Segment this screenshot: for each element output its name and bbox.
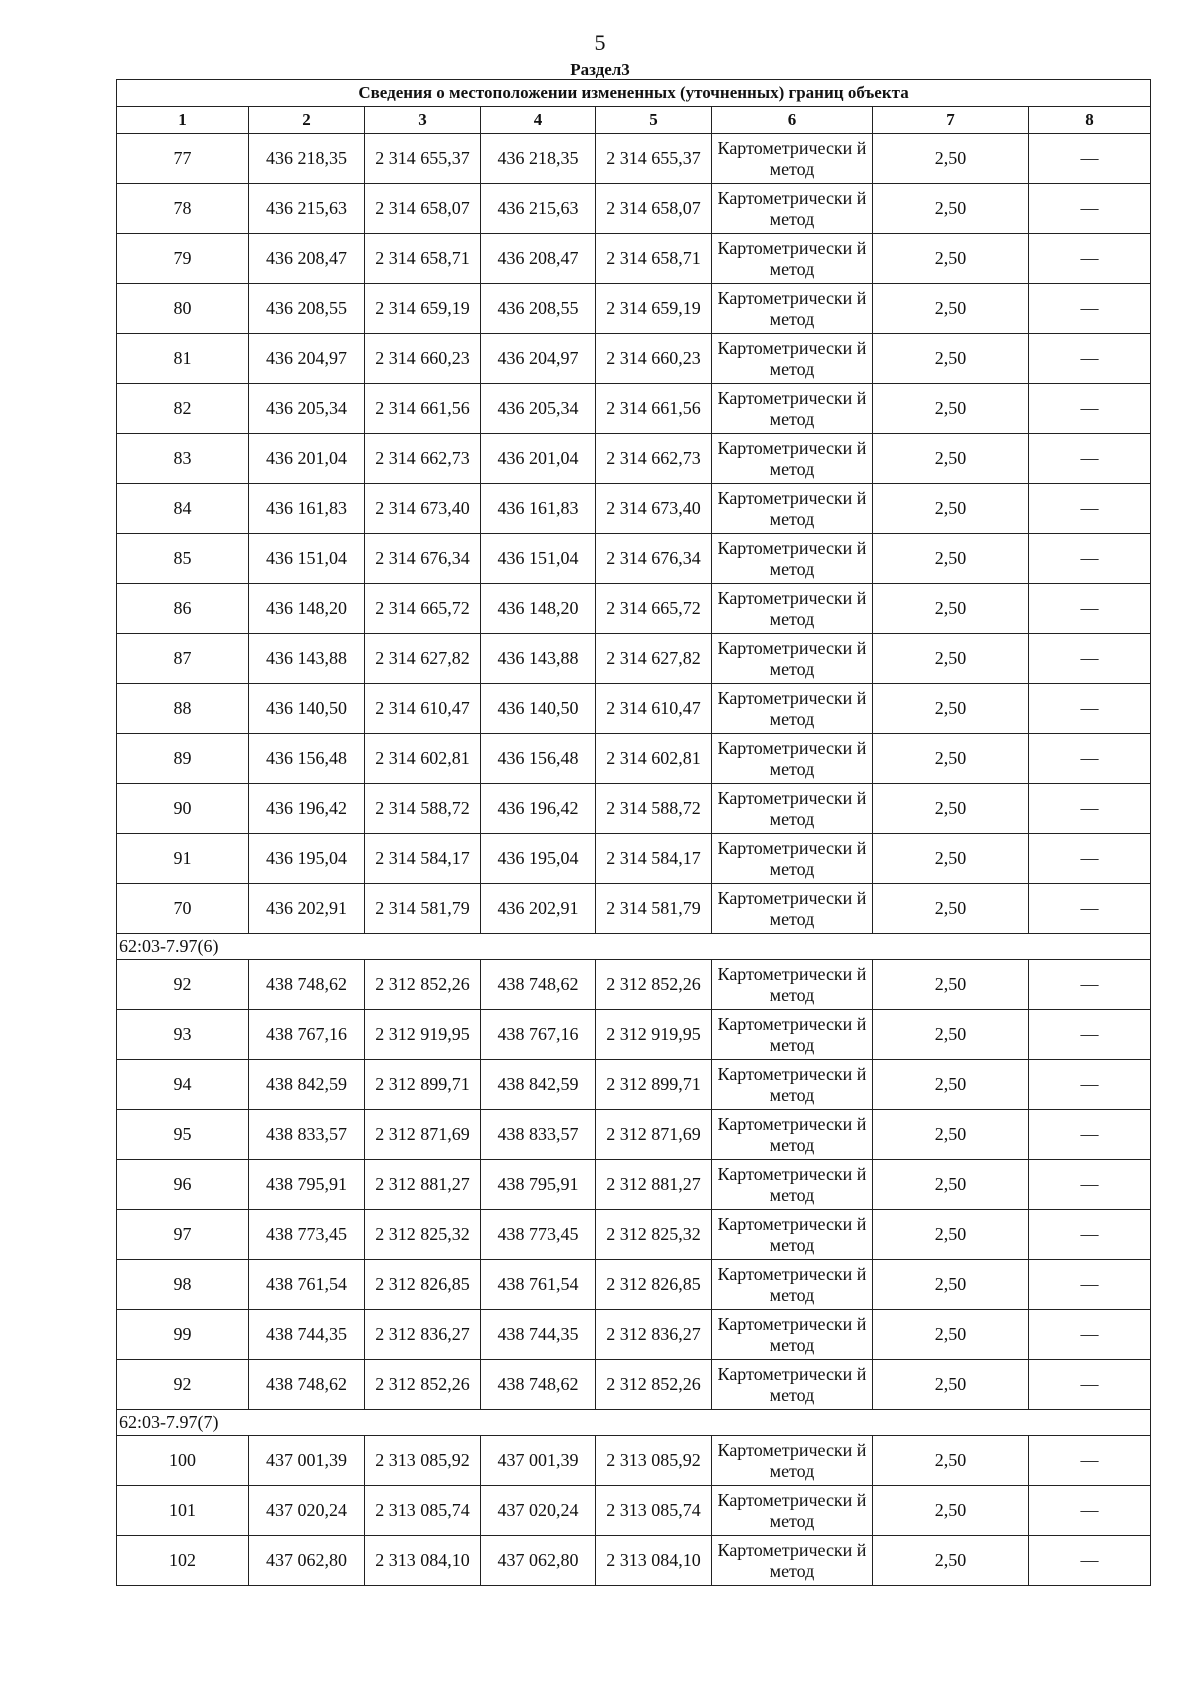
y-existing-cell: 2 312 899,71 <box>365 1060 481 1110</box>
accuracy-cell: 2,50 <box>873 584 1029 634</box>
y-refined-cell: 2 314 610,47 <box>596 684 712 734</box>
x-existing-cell: 438 744,35 <box>249 1310 365 1360</box>
y-existing-cell: 2 314 658,07 <box>365 184 481 234</box>
y-refined-cell: 2 314 655,37 <box>596 134 712 184</box>
y-existing-cell: 2 312 852,26 <box>365 960 481 1010</box>
y-existing-cell: 2 313 084,10 <box>365 1536 481 1586</box>
page-number: 5 <box>594 30 606 55</box>
point-number-cell: 92 <box>117 1360 249 1410</box>
x-refined-cell: 436 208,55 <box>481 284 596 334</box>
accuracy-cell: 2,50 <box>873 1486 1029 1536</box>
point-number-cell: 99 <box>117 1310 249 1360</box>
method-cell: Картометрически й метод <box>712 834 873 884</box>
table-row <box>117 1010 1151 1060</box>
accuracy-cell: 2,50 <box>873 1160 1029 1210</box>
point-number-cell: 92 <box>117 960 249 1010</box>
table-row <box>117 960 1151 1010</box>
x-refined-cell: 436 196,42 <box>481 784 596 834</box>
table-row <box>117 1160 1151 1210</box>
method-cell: Картометрически й метод <box>712 634 873 684</box>
description-cell: — <box>1029 1310 1151 1360</box>
table-row <box>117 334 1151 384</box>
x-refined-cell: 436 218,35 <box>481 134 596 184</box>
y-existing-cell: 2 312 825,32 <box>365 1210 481 1260</box>
accuracy-cell: 2,50 <box>873 234 1029 284</box>
method-cell: Картометрически й метод <box>712 1536 873 1586</box>
x-existing-cell: 438 748,62 <box>249 1360 365 1410</box>
accuracy-cell: 2,50 <box>873 784 1029 834</box>
y-refined-cell: 2 314 588,72 <box>596 784 712 834</box>
method-cell: Картометрически й метод <box>712 1110 873 1160</box>
table-row <box>117 284 1151 334</box>
description-cell: — <box>1029 134 1151 184</box>
x-refined-cell: 438 833,57 <box>481 1110 596 1160</box>
accuracy-cell: 2,50 <box>873 484 1029 534</box>
point-number-cell: 78 <box>117 184 249 234</box>
y-refined-cell: 2 314 659,19 <box>596 284 712 334</box>
x-existing-cell: 438 773,45 <box>249 1210 365 1260</box>
x-refined-cell: 438 748,62 <box>481 1360 596 1410</box>
point-number-cell: 93 <box>117 1010 249 1060</box>
accuracy-cell: 2,50 <box>873 1536 1029 1586</box>
y-existing-cell: 2 314 658,71 <box>365 234 481 284</box>
y-refined-cell: 2 314 665,72 <box>596 584 712 634</box>
table-row <box>117 1110 1151 1160</box>
accuracy-cell: 2,50 <box>873 684 1029 734</box>
boundary-coordinates-table <box>116 79 1151 1586</box>
method-cell: Картометрически й метод <box>712 1010 873 1060</box>
description-cell: — <box>1029 384 1151 434</box>
method-cell: Картометрически й метод <box>712 484 873 534</box>
description-cell: — <box>1029 1210 1151 1260</box>
x-refined-cell: 438 761,54 <box>481 1260 596 1310</box>
point-number-cell: 101 <box>117 1486 249 1536</box>
accuracy-cell: 2,50 <box>873 1360 1029 1410</box>
point-number-cell: 82 <box>117 384 249 434</box>
x-refined-cell: 438 744,35 <box>481 1310 596 1360</box>
accuracy-cell: 2,50 <box>873 334 1029 384</box>
x-refined-cell: 436 140,50 <box>481 684 596 734</box>
accuracy-cell: 2,50 <box>873 960 1029 1010</box>
column-header: 5 <box>596 107 712 134</box>
y-refined-cell: 2 312 825,32 <box>596 1210 712 1260</box>
y-refined-cell: 2 312 919,95 <box>596 1010 712 1060</box>
table-row <box>117 834 1151 884</box>
table-body <box>117 80 1151 1586</box>
method-cell: Картометрически й метод <box>712 1060 873 1110</box>
description-cell: — <box>1029 1160 1151 1210</box>
accuracy-cell: 2,50 <box>873 284 1029 334</box>
contour-label: 62:03-7.97(7) <box>117 1410 1151 1436</box>
contour-group-row <box>117 1410 1151 1436</box>
point-number-cell: 79 <box>117 234 249 284</box>
x-refined-cell: 436 195,04 <box>481 834 596 884</box>
method-cell: Картометрически й метод <box>712 1260 873 1310</box>
y-existing-cell: 2 314 588,72 <box>365 784 481 834</box>
x-refined-cell: 436 215,63 <box>481 184 596 234</box>
x-existing-cell: 438 767,16 <box>249 1010 365 1060</box>
x-existing-cell: 436 151,04 <box>249 534 365 584</box>
x-existing-cell: 438 761,54 <box>249 1260 365 1310</box>
x-refined-cell: 436 204,97 <box>481 334 596 384</box>
description-cell: — <box>1029 484 1151 534</box>
y-refined-cell: 2 314 602,81 <box>596 734 712 784</box>
y-existing-cell: 2 314 610,47 <box>365 684 481 734</box>
x-existing-cell: 437 062,80 <box>249 1536 365 1586</box>
description-cell: — <box>1029 234 1151 284</box>
x-existing-cell: 437 001,39 <box>249 1436 365 1486</box>
description-cell: — <box>1029 884 1151 934</box>
accuracy-cell: 2,50 <box>873 634 1029 684</box>
y-existing-cell: 2 312 919,95 <box>365 1010 481 1060</box>
column-header: 7 <box>873 107 1029 134</box>
y-refined-cell: 2 312 852,26 <box>596 960 712 1010</box>
point-number-cell: 96 <box>117 1160 249 1210</box>
accuracy-cell: 2,50 <box>873 534 1029 584</box>
x-refined-cell: 436 161,83 <box>481 484 596 534</box>
accuracy-cell: 2,50 <box>873 1310 1029 1360</box>
table-row <box>117 134 1151 184</box>
accuracy-cell: 2,50 <box>873 884 1029 934</box>
method-cell: Картометрически й метод <box>712 734 873 784</box>
table-row <box>117 584 1151 634</box>
point-number-cell: 84 <box>117 484 249 534</box>
method-cell: Картометрически й метод <box>712 384 873 434</box>
description-cell: — <box>1029 1436 1151 1486</box>
description-cell: — <box>1029 1536 1151 1586</box>
y-existing-cell: 2 313 085,92 <box>365 1436 481 1486</box>
method-cell: Картометрически й метод <box>712 960 873 1010</box>
x-existing-cell: 437 020,24 <box>249 1486 365 1536</box>
y-existing-cell: 2 314 659,19 <box>365 284 481 334</box>
table-caption-row <box>117 80 1151 107</box>
y-refined-cell: 2 314 660,23 <box>596 334 712 384</box>
table-row <box>117 384 1151 434</box>
x-refined-cell: 438 795,91 <box>481 1160 596 1210</box>
y-refined-cell: 2 312 881,27 <box>596 1160 712 1210</box>
description-cell: — <box>1029 634 1151 684</box>
x-existing-cell: 436 218,35 <box>249 134 365 184</box>
method-cell: Картометрически й метод <box>712 184 873 234</box>
x-existing-cell: 438 795,91 <box>249 1160 365 1210</box>
accuracy-cell: 2,50 <box>873 1210 1029 1260</box>
table-row <box>117 234 1151 284</box>
x-refined-cell: 438 748,62 <box>481 960 596 1010</box>
accuracy-cell: 2,50 <box>873 834 1029 884</box>
y-existing-cell: 2 314 584,17 <box>365 834 481 884</box>
accuracy-cell: 2,50 <box>873 734 1029 784</box>
x-refined-cell: 436 148,20 <box>481 584 596 634</box>
x-refined-cell: 436 156,48 <box>481 734 596 784</box>
point-number-cell: 98 <box>117 1260 249 1310</box>
x-existing-cell: 436 208,55 <box>249 284 365 334</box>
y-existing-cell: 2 313 085,74 <box>365 1486 481 1536</box>
accuracy-cell: 2,50 <box>873 1010 1029 1060</box>
table-row <box>117 734 1151 784</box>
point-number-cell: 80 <box>117 284 249 334</box>
method-cell: Картометрически й метод <box>712 884 873 934</box>
y-refined-cell: 2 312 826,85 <box>596 1260 712 1310</box>
table-row <box>117 1486 1151 1536</box>
table-row <box>117 784 1151 834</box>
y-existing-cell: 2 314 627,82 <box>365 634 481 684</box>
x-existing-cell: 436 204,97 <box>249 334 365 384</box>
accuracy-cell: 2,50 <box>873 1260 1029 1310</box>
y-existing-cell: 2 312 852,26 <box>365 1360 481 1410</box>
x-refined-cell: 438 773,45 <box>481 1210 596 1260</box>
column-header: 2 <box>249 107 365 134</box>
table-row <box>117 634 1151 684</box>
accuracy-cell: 2,50 <box>873 184 1029 234</box>
x-existing-cell: 438 833,57 <box>249 1110 365 1160</box>
point-number-cell: 70 <box>117 884 249 934</box>
y-refined-cell: 2 314 676,34 <box>596 534 712 584</box>
accuracy-cell: 2,50 <box>873 434 1029 484</box>
point-number-cell: 95 <box>117 1110 249 1160</box>
x-refined-cell: 438 842,59 <box>481 1060 596 1110</box>
y-existing-cell: 2 314 661,56 <box>365 384 481 434</box>
method-cell: Картометрически й метод <box>712 1486 873 1536</box>
x-refined-cell: 436 143,88 <box>481 634 596 684</box>
x-refined-cell: 438 767,16 <box>481 1010 596 1060</box>
y-refined-cell: 2 314 581,79 <box>596 884 712 934</box>
y-refined-cell: 2 314 658,71 <box>596 234 712 284</box>
description-cell: — <box>1029 1486 1151 1536</box>
table-row <box>117 1360 1151 1410</box>
point-number-cell: 83 <box>117 434 249 484</box>
method-cell: Картометрически й метод <box>712 1310 873 1360</box>
x-existing-cell: 436 196,42 <box>249 784 365 834</box>
description-cell: — <box>1029 834 1151 884</box>
y-refined-cell: 2 312 852,26 <box>596 1360 712 1410</box>
x-refined-cell: 436 208,47 <box>481 234 596 284</box>
y-refined-cell: 2 313 085,92 <box>596 1436 712 1486</box>
point-number-cell: 90 <box>117 784 249 834</box>
description-cell: — <box>1029 534 1151 584</box>
column-header: 8 <box>1029 107 1151 134</box>
method-cell: Картометрически й метод <box>712 234 873 284</box>
point-number-cell: 81 <box>117 334 249 384</box>
accuracy-cell: 2,50 <box>873 1110 1029 1160</box>
method-cell: Картометрически й метод <box>712 1210 873 1260</box>
table-row <box>117 1260 1151 1310</box>
accuracy-cell: 2,50 <box>873 134 1029 184</box>
x-existing-cell: 436 208,47 <box>249 234 365 284</box>
table-row <box>117 434 1151 484</box>
x-existing-cell: 438 748,62 <box>249 960 365 1010</box>
x-existing-cell: 438 842,59 <box>249 1060 365 1110</box>
method-cell: Картометрически й метод <box>712 334 873 384</box>
x-existing-cell: 436 143,88 <box>249 634 365 684</box>
point-number-cell: 87 <box>117 634 249 684</box>
column-header: 1 <box>117 107 249 134</box>
table-row <box>117 184 1151 234</box>
x-existing-cell: 436 201,04 <box>249 434 365 484</box>
table-row <box>117 1536 1151 1586</box>
accuracy-cell: 2,50 <box>873 384 1029 434</box>
y-refined-cell: 2 313 084,10 <box>596 1536 712 1586</box>
x-existing-cell: 436 148,20 <box>249 584 365 634</box>
y-refined-cell: 2 314 627,82 <box>596 634 712 684</box>
method-cell: Картометрически й метод <box>712 534 873 584</box>
contour-group-row <box>117 934 1151 960</box>
y-existing-cell: 2 312 871,69 <box>365 1110 481 1160</box>
method-cell: Картометрически й метод <box>712 134 873 184</box>
method-cell: Картометрически й метод <box>712 784 873 834</box>
description-cell: — <box>1029 334 1151 384</box>
x-existing-cell: 436 161,83 <box>249 484 365 534</box>
x-refined-cell: 436 201,04 <box>481 434 596 484</box>
table-row <box>117 1210 1151 1260</box>
y-existing-cell: 2 314 602,81 <box>365 734 481 784</box>
table-row <box>117 1436 1151 1486</box>
table-row <box>117 1060 1151 1110</box>
description-cell: — <box>1029 684 1151 734</box>
method-cell: Картометрически й метод <box>712 1436 873 1486</box>
y-existing-cell: 2 314 673,40 <box>365 484 481 534</box>
description-cell: — <box>1029 434 1151 484</box>
description-cell: — <box>1029 1260 1151 1310</box>
x-existing-cell: 436 215,63 <box>249 184 365 234</box>
method-cell: Картометрически й метод <box>712 684 873 734</box>
y-existing-cell: 2 314 655,37 <box>365 134 481 184</box>
y-refined-cell: 2 312 871,69 <box>596 1110 712 1160</box>
x-existing-cell: 436 195,04 <box>249 834 365 884</box>
x-existing-cell: 436 140,50 <box>249 684 365 734</box>
y-existing-cell: 2 312 836,27 <box>365 1310 481 1360</box>
description-cell: — <box>1029 960 1151 1010</box>
y-refined-cell: 2 312 899,71 <box>596 1060 712 1110</box>
point-number-cell: 88 <box>117 684 249 734</box>
point-number-cell: 97 <box>117 1210 249 1260</box>
method-cell: Картометрически й метод <box>712 434 873 484</box>
y-existing-cell: 2 312 881,27 <box>365 1160 481 1210</box>
x-refined-cell: 437 020,24 <box>481 1486 596 1536</box>
x-existing-cell: 436 202,91 <box>249 884 365 934</box>
accuracy-cell: 2,50 <box>873 1060 1029 1110</box>
y-existing-cell: 2 314 581,79 <box>365 884 481 934</box>
method-cell: Картометрически й метод <box>712 1160 873 1210</box>
description-cell: — <box>1029 1360 1151 1410</box>
table-row <box>117 534 1151 584</box>
description-cell: — <box>1029 184 1151 234</box>
y-refined-cell: 2 312 836,27 <box>596 1310 712 1360</box>
method-cell: Картометрически й метод <box>712 1360 873 1410</box>
point-number-cell: 86 <box>117 584 249 634</box>
table-row <box>117 684 1151 734</box>
y-existing-cell: 2 314 660,23 <box>365 334 481 384</box>
y-refined-cell: 2 314 658,07 <box>596 184 712 234</box>
description-cell: — <box>1029 734 1151 784</box>
y-refined-cell: 2 314 661,56 <box>596 384 712 434</box>
y-refined-cell: 2 314 673,40 <box>596 484 712 534</box>
point-number-cell: 94 <box>117 1060 249 1110</box>
y-existing-cell: 2 314 676,34 <box>365 534 481 584</box>
x-existing-cell: 436 205,34 <box>249 384 365 434</box>
point-number-cell: 77 <box>117 134 249 184</box>
contour-label: 62:03-7.97(6) <box>117 934 1151 960</box>
description-cell: — <box>1029 1010 1151 1060</box>
x-refined-cell: 437 001,39 <box>481 1436 596 1486</box>
point-number-cell: 89 <box>117 734 249 784</box>
point-number-cell: 91 <box>117 834 249 884</box>
x-refined-cell: 436 202,91 <box>481 884 596 934</box>
x-refined-cell: 437 062,80 <box>481 1536 596 1586</box>
method-cell: Картометрически й метод <box>712 284 873 334</box>
y-existing-cell: 2 312 826,85 <box>365 1260 481 1310</box>
x-refined-cell: 436 151,04 <box>481 534 596 584</box>
column-header: 4 <box>481 107 596 134</box>
y-refined-cell: 2 314 662,73 <box>596 434 712 484</box>
x-refined-cell: 436 205,34 <box>481 384 596 434</box>
table-row <box>117 884 1151 934</box>
column-header: 3 <box>365 107 481 134</box>
y-refined-cell: 2 314 584,17 <box>596 834 712 884</box>
y-existing-cell: 2 314 665,72 <box>365 584 481 634</box>
y-refined-cell: 2 313 085,74 <box>596 1486 712 1536</box>
description-cell: — <box>1029 1060 1151 1110</box>
x-existing-cell: 436 156,48 <box>249 734 365 784</box>
section-title: Раздел3 <box>570 60 630 79</box>
table-caption: Сведения о местоположении измененных (уточненных) границ объекта <box>117 80 1151 107</box>
y-existing-cell: 2 314 662,73 <box>365 434 481 484</box>
column-header-row <box>117 107 1151 134</box>
description-cell: — <box>1029 584 1151 634</box>
description-cell: — <box>1029 1110 1151 1160</box>
point-number-cell: 100 <box>117 1436 249 1486</box>
description-cell: — <box>1029 284 1151 334</box>
table-row <box>117 484 1151 534</box>
point-number-cell: 102 <box>117 1536 249 1586</box>
accuracy-cell: 2,50 <box>873 1436 1029 1486</box>
method-cell: Картометрически й метод <box>712 584 873 634</box>
point-number-cell: 85 <box>117 534 249 584</box>
table-row <box>117 1310 1151 1360</box>
description-cell: — <box>1029 784 1151 834</box>
column-header: 6 <box>712 107 873 134</box>
